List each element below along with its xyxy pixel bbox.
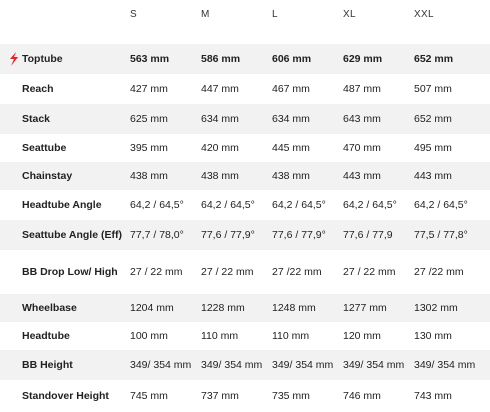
cell-s: 745 mm: [130, 390, 168, 402]
cell-m: 1228 mm: [201, 302, 245, 314]
table-row: [0, 250, 490, 294]
cell-l: 77,6 / 77,9°: [272, 229, 326, 241]
cell-xl: 349/ 354 mm: [343, 359, 405, 371]
cell-xxl: 443 mm: [414, 170, 452, 182]
cell-xl: 64,2 / 64,5°: [343, 199, 397, 211]
cell-l: 467 mm: [272, 83, 310, 95]
cell-s: 349/ 354 mm: [130, 359, 192, 371]
cell-s: 27 / 22 mm: [130, 266, 183, 278]
cell-xxl: 507 mm: [414, 83, 452, 95]
cell-l: 110 mm: [272, 330, 310, 342]
table-row: [0, 190, 490, 220]
cell-s: 77,7 / 78,0°: [130, 229, 184, 241]
cell-l: 1248 mm: [272, 302, 316, 314]
specialized-logo-icon: [8, 52, 20, 66]
cell-l: 64,2 / 64,5°: [272, 199, 326, 211]
row-label: Seattube: [22, 142, 67, 154]
table-row: [0, 294, 490, 322]
cell-xxl: 743 mm: [414, 390, 452, 402]
cell-xxl: 130 mm: [414, 330, 452, 342]
cell-xl: 746 mm: [343, 390, 381, 402]
row-label: Standover Height: [22, 390, 109, 402]
cell-s: 427 mm: [130, 83, 168, 95]
cell-m: 349/ 354 mm: [201, 359, 263, 371]
cell-xl: 629 mm: [343, 53, 383, 65]
cell-m: 586 mm: [201, 53, 241, 65]
row-label: Stack: [22, 113, 51, 125]
table-row: [0, 322, 490, 350]
cell-xl: 643 mm: [343, 113, 381, 125]
table-row: [0, 162, 490, 190]
cell-xl: 77,6 / 77,9: [343, 229, 393, 241]
table-row: [0, 134, 490, 162]
cell-s: 395 mm: [130, 142, 168, 154]
row-label: Wheelbase: [22, 302, 77, 314]
cell-xl: 443 mm: [343, 170, 381, 182]
cell-s: 625 mm: [130, 113, 168, 125]
cell-m: 438 mm: [201, 170, 239, 182]
cell-m: 420 mm: [201, 142, 239, 154]
table-row: [0, 74, 490, 104]
cell-m: 77,6 / 77,9°: [201, 229, 255, 241]
row-label: Chainstay: [22, 170, 73, 182]
size-header-l: L: [272, 9, 278, 20]
table-row: [0, 220, 490, 250]
cell-xxl: 495 mm: [414, 142, 452, 154]
cell-xl: 1277 mm: [343, 302, 387, 314]
cell-m: 737 mm: [201, 390, 239, 402]
cell-l: 349/ 354 mm: [272, 359, 334, 371]
row-label: Headtube Angle: [22, 199, 102, 211]
row-label: Seattube Angle (Eff): [22, 229, 122, 241]
cell-m: 110 mm: [201, 330, 239, 342]
cell-xxl: 1302 mm: [414, 302, 458, 314]
cell-s: 438 mm: [130, 170, 168, 182]
cell-xxl: 349/ 354 mm: [414, 359, 476, 371]
cell-l: 438 mm: [272, 170, 310, 182]
table-row: [0, 104, 490, 134]
row-label: BB Drop Low/ High: [22, 266, 118, 278]
cell-xxl: 64,2 / 64,5°: [414, 199, 468, 211]
cell-xl: 27 / 22 mm: [343, 266, 396, 278]
row-label: Toptube: [22, 53, 63, 65]
cell-s: 1204 mm: [130, 302, 174, 314]
cell-m: 634 mm: [201, 113, 239, 125]
table-row: [0, 350, 490, 380]
cell-xxl: 27 /22 mm: [414, 266, 464, 278]
cell-s: 100 mm: [130, 330, 168, 342]
row-label: BB Height: [22, 359, 73, 371]
row-label: Headtube: [22, 330, 70, 342]
cell-xl: 487 mm: [343, 83, 381, 95]
size-header-m: M: [201, 9, 210, 20]
cell-l: 606 mm: [272, 53, 312, 65]
cell-l: 634 mm: [272, 113, 310, 125]
cell-l: 445 mm: [272, 142, 310, 154]
cell-m: 447 mm: [201, 83, 239, 95]
cell-l: 27 /22 mm: [272, 266, 322, 278]
cell-m: 27 / 22 mm: [201, 266, 254, 278]
row-label: Reach: [22, 83, 54, 95]
cell-xl: 470 mm: [343, 142, 381, 154]
cell-m: 64,2 / 64,5°: [201, 199, 255, 211]
table-row: [0, 380, 490, 412]
cell-s: 64,2 / 64,5°: [130, 199, 184, 211]
cell-l: 735 mm: [272, 390, 310, 402]
size-header-xxl: XXL: [414, 9, 434, 20]
cell-xxl: 652 mm: [414, 53, 454, 65]
size-header-s: S: [130, 9, 137, 20]
cell-xl: 120 mm: [343, 330, 381, 342]
cell-xxl: 77,5 / 77,8°: [414, 229, 468, 241]
size-header-row: [0, 0, 490, 32]
cell-xxl: 652 mm: [414, 113, 452, 125]
cell-s: 563 mm: [130, 53, 170, 65]
table-row: [0, 44, 490, 74]
size-header-xl: XL: [343, 9, 356, 20]
